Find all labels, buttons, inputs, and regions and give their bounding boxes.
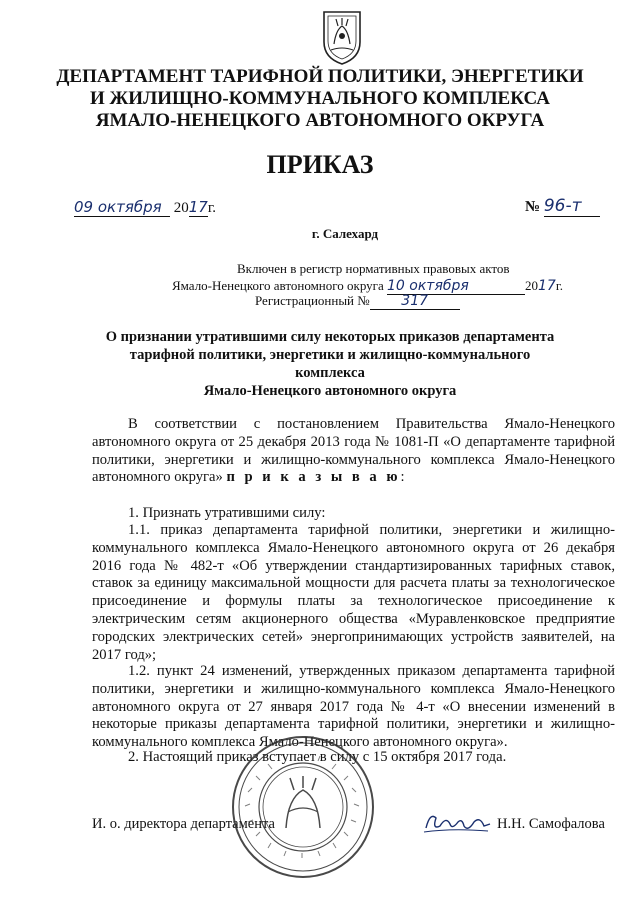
official-seal-icon: [228, 732, 378, 882]
handwritten-year: 17: [188, 198, 208, 216]
handwritten-number: 96-т: [544, 196, 600, 217]
handwritten-registration-number: 317: [370, 293, 460, 310]
registry-year-suffix: г.: [555, 278, 563, 293]
department-header: [40, 66, 600, 132]
subject-line: Ямало-Ненецкого автономного округа: [203, 383, 457, 399]
item-2: 2. Настоящий приказ вступает в силу с 15 октября 2017 года.: [128, 749, 507, 765]
coat-of-arms-icon: [318, 8, 366, 66]
number-label: №: [525, 199, 541, 215]
subject-line: О признании утратившими силу некоторых приказов департамента: [105, 329, 555, 345]
city: г. Салехард: [311, 226, 379, 241]
preamble-end: :: [400, 469, 405, 486]
document-type-title: ПРИКАЗ: [266, 150, 374, 179]
command-word: п р и к а з ы в а ю: [226, 469, 401, 486]
registry-line-2-prefix: Ямало-Ненецкого автономного округа: [172, 278, 384, 293]
order-subject: [100, 328, 560, 400]
item-1: 1. Признать утратившими силу:: [128, 505, 326, 521]
preamble-paragraph: [92, 416, 615, 487]
handwritten-signature-icon: [422, 808, 494, 838]
department-line: ЯМАЛО-НЕНЕЦКОГО АВТОНОМНОГО ОКРУГА: [95, 110, 545, 131]
handwritten-registry-year: 17: [538, 278, 556, 294]
registry-line-3: [255, 293, 460, 310]
handwritten-date: 09 октября: [74, 198, 170, 217]
signer-name: Н.Н. Самофалова: [497, 816, 605, 832]
item-1-2: 1.2. пункт 24 изменений, утвержденных приказом департамента тарифной политики, энергетики и жилищно-коммунального комплекса Ямало-Ненецкого автономного округа от 27 января 2017 года № 4-т «О внесении изменений в некоторые приказы департамента тарифной политики, энергетики и жилищно-коммунального комплекса Ямало-Ненецкого автономного округа».: [92, 663, 615, 751]
department-line: ДЕПАРТАМЕНТ ТАРИФНОЙ ПОЛИТИКИ, ЭНЕРГЕТИКИ: [56, 66, 584, 87]
order-date: [74, 198, 216, 217]
department-line: И ЖИЛИЩНО-КОММУНАЛЬНОГО КОМПЛЕКСА: [89, 88, 551, 109]
registry-year-prefix: 20: [525, 278, 539, 293]
year-prefix: 20: [173, 200, 189, 216]
order-number: [525, 196, 600, 217]
registration-number-label: Регистрационный №: [255, 293, 370, 308]
year-suffix: г.: [207, 200, 217, 216]
registry-line-1: Включен в регистр нормативных правовых актов: [237, 261, 510, 276]
item-1-1: 1.1. приказ департамента тарифной политики, энергетики и жилищно-коммунального комплекса Ямало-Ненецкого автономного округа от 26 декабря 2016 года № 482-т «Об утверждении стандартизированных тарифных ставок, ставок за единицу максимальной мощности для расчета платы за технологическое присоединение и формулы платы за технологическое присоединение к электрическим сетям акционерного общества «Муравленковское предприятие городских электрических сетей» энергопринимающих устройств заявителей, на 2017 год»;: [92, 522, 615, 663]
subject-line: тарифной политики, энергетики и жилищно-коммунального комплекса: [129, 347, 531, 381]
handwritten-registry-date: 10 октября: [387, 278, 525, 295]
preamble-text: В соответствии с постановлением Правительства Ямало-Ненецкого автономного округа от 25 декабря 2013 года № 1081-П «О департаменте тарифной политики, энергетики и жилищно-коммунального комплекса Ямало-Ненецкого автономного округа»: [92, 416, 615, 486]
signer-position: И. о. директора департамента: [92, 816, 275, 832]
